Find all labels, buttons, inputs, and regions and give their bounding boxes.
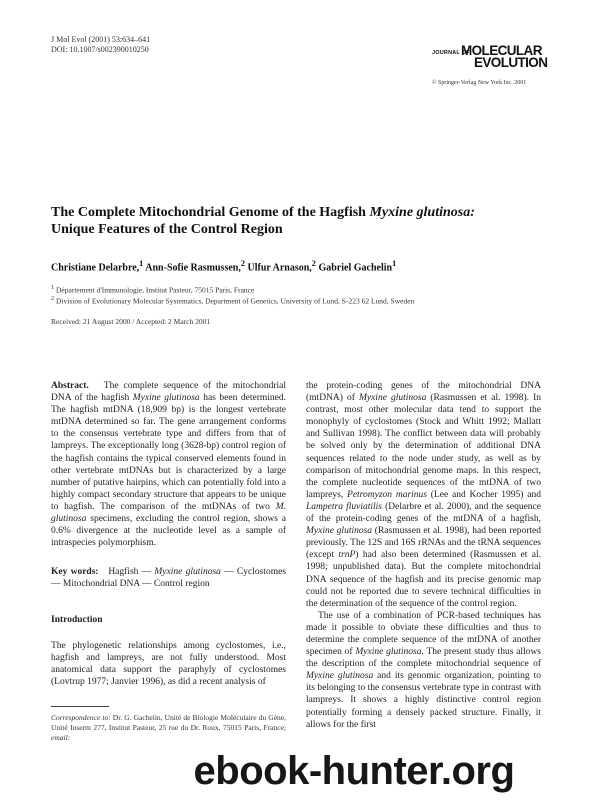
author: Gabriel Gachelin <box>318 262 393 274</box>
footnote-rule <box>51 706 109 707</box>
watermark-text: ebook-hunter.org <box>193 749 515 793</box>
affiliation: $^1$ Département d'Immunologie, Institut Pasteur, 75015 Paris, France <box>51 284 255 295</box>
section-heading-introduction: Introduction <box>51 614 103 625</box>
logo-molecular: MOLECULAR <box>461 43 542 58</box>
journal-logo <box>432 40 547 72</box>
correspondence-footnote: Correspondence to: Dr. G. Gachelin, Unité de Biologie Moléculaire du Gène, Unité Inserm 277, Institut Pasteur, 25 rue du Dr. Roux, 75015 Paris, France; email: <box>51 713 286 742</box>
affiliation: $^2$ Division of Evolutionary Molecular Systematics, Department of Genetics, University of Lund, S-223 62 Lund, Sweden <box>51 295 415 306</box>
article-title: The Complete Mitochondrial Genome of the Hagfish Myxine glutinosa: Unique Features of the Control Region <box>51 205 475 237</box>
journal-citation <box>51 35 150 55</box>
journal-doi-line: DOI: 10.1007/s002390010250 <box>51 45 149 54</box>
journal-volume-line: J Mol Evol (2001) 53:634–641 <box>51 35 151 44</box>
copyright-notice: © Springer-Verlag New York Inc. 2001 <box>432 80 527 86</box>
logo-journal-of: JOURNAL OF <box>432 50 470 56</box>
received-dates: Received: 21 August 2000 / Accepted: 2 March 2001 <box>51 317 211 326</box>
left-column <box>51 380 286 688</box>
body-paragraph: The use of a combination of PCR-based techniques has made it possible to obviate these difficulties and thus to determine the complete sequence of the mtDNA of another specimen of Myxine glutinosa. The present study thus allows the description of the complete mitochondrial sequence of Myxine glutinosa and its genomic organization, pointing to its belonging to the consensus vertebrate type in contrast with lampreys. It shows a highly distinctive control region potentially forming a densely packed structure. Finally, it allows for the first <box>306 610 541 730</box>
body-paragraph: the protein-coding genes of the mitochondrial DNA (mtDNA) of Myxine glutinosa (Rasmussen et al. 1998). In contrast, most other molecular data tend to support the monophyly of cyclostomes (Stock and Whitt 1992; Mallatt and Sullivan 1998). The conflict between data will probably be solved only by the determination of additional DNA sequences related to the node under study, as well as by comparison of mitochondrial genome maps. In this respect, the complete nucleotide sequences of the mtDNA of two lampreys, Petromyzon marinus (Lee and Kocher 1995) and Lampetra fluviatilis (Delarbre et al. 2000), and the sequence of the protein-coding genes of the mtDNA of a hagfish, Myxine glutinosa (Rasmussen et al. 1998), had been reported previously. The 12S and 16S rRNAs and the tRNA sequences (except trnP) had also been determined (Rasmussen et al. 1998; unpublished data). But the complete mitochondrial DNA sequence of the hagfish and its precise genomic map could not be reported due to severe technical difficulties in the determination of the sequence of the control region. <box>306 381 542 609</box>
intro-paragraph: The phylogenetic relationships among cyclostomes, i.e., hagfish and lampreys, are not fully understood. Most anatomical data support the paraphyly of cyclostomes (Lovtrup 1977; Janvier 1996), as did a recent analysis of <box>51 640 286 687</box>
author: Ann-Sofie Rasmussen, <box>145 262 241 274</box>
author: Ulfur Arnason, <box>247 262 312 274</box>
abstract: Abstract. The complete sequence of the mitochondrial DNA of the hagfish Myxine glutinosa has been determined. The hagfish mtDNA (18,909 bp) is the longest vertebrate mtDNA determined so far. The gene arrangement conforms to the consensus vertebrate type and differs from that of lampreys. The exceptionally long (3628-bp) control region of the hagfish contains the typical conserved elements found in other vertebrate mtDNAs but is characterized by a large number of putative hairpins, which can potentially fold into a highly compact secondary structure that appears to be unique to hagfish. The comparison of the mtDNAs of two M. glutinosa specimens, excluding the control region, shows a 0.6% divergence at the nucleotide level as a sample of intraspecies polymorphism. <box>51 381 287 549</box>
right-column <box>306 380 541 731</box>
author: Christiane Delarbre, <box>51 262 140 274</box>
author-list: Christiane Delarbre,$^1$ Ann-Sofie Rasmussen,$^2$ Ulfur Arnason,$^2$ Gabriel Gachelin$^1$ <box>51 259 397 274</box>
keywords: Key words: Hagfish — Myxine glutinosa — Cyclostomes — Mitochondrial DNA — Control region <box>51 567 287 590</box>
logo-evolution: EVOLUTION <box>474 55 548 70</box>
